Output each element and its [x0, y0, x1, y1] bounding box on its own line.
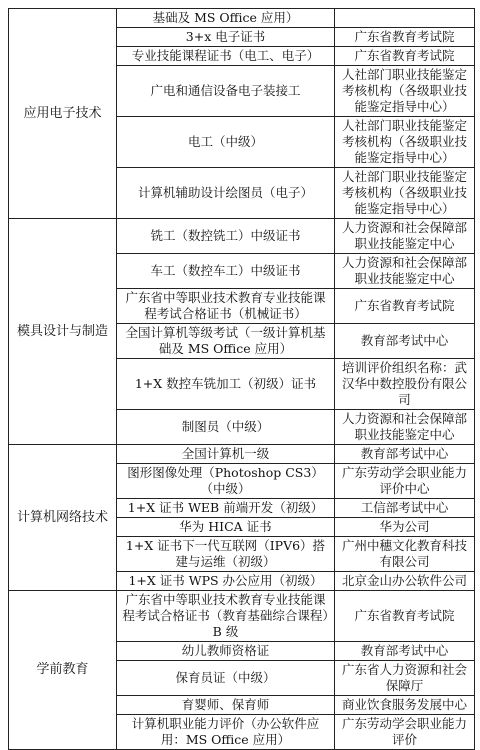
issuing-org-cell: 广东劳动学会职业能力评价 [335, 715, 475, 750]
certificate-cell: 电工（中级） [117, 117, 335, 168]
issuing-org-cell: 教育部考试中心 [335, 642, 475, 661]
certificate-cell: 1+X 证书 WEB 前端开发（初级） [117, 499, 335, 518]
issuing-org-cell: 教育部考试中心 [335, 324, 475, 359]
certificate-cell: 育婴师、保育师 [117, 696, 335, 715]
certificate-cell: 广电和通信设备电子装接工 [117, 66, 335, 117]
certificate-cell: 制图员（中级） [117, 410, 335, 445]
issuing-org-cell: 人力资源和社会保障部职业技能鉴定中心 [335, 410, 475, 445]
issuing-org-cell: 广东劳动学会职业能力评价中心 [335, 464, 475, 499]
issuing-org-cell: 广东省教育考试院 [335, 289, 475, 324]
certificate-cell: 1+X 证书 WPS 办公应用（初级） [117, 572, 335, 591]
issuing-org-cell: 教育部考试中心 [335, 445, 475, 464]
issuing-org-cell: 人社部门职业技能鉴定考核机构（各级职业技能鉴定指导中心） [335, 168, 475, 219]
table-row [9, 9, 475, 28]
certificate-cell: 1+X 证书下一代互联网（IPV6）搭建与运维（初级） [117, 537, 335, 572]
certificate-cell: 图形图像处理（Photoshop CS3）（中级） [117, 464, 335, 499]
certificate-cell: 基础及 MS Office 应用） [117, 9, 335, 28]
major-cell: 计算机网络技术 [9, 445, 117, 591]
certificate-cell: 全国计算机一级 [117, 445, 335, 464]
issuing-org-cell: 北京金山办公软件公司 [335, 572, 475, 591]
issuing-org-cell: 广东省教育考试院 [335, 28, 475, 47]
certificate-cell: 3+x 电子证书 [117, 28, 335, 47]
issuing-org-cell: 培训评价组织名称：武汉华中数控股份有限公司 [335, 359, 475, 410]
issuing-org-cell: 人社部门职业技能鉴定考核机构（各级职业技能鉴定指导中心） [335, 66, 475, 117]
certificate-cell: 广东省中等职业技术教育专业技能课程考试合格证书（机械证书） [117, 289, 335, 324]
certificate-table-body [9, 9, 475, 750]
major-cell: 应用电子技术 [9, 9, 117, 219]
certificate-cell: 幼儿教师资格证 [117, 642, 335, 661]
issuing-org-cell: 人社部门职业技能鉴定考核机构（各级职业技能鉴定指导中心） [335, 117, 475, 168]
certificate-cell: 计算机辅助设计绘图员（电子） [117, 168, 335, 219]
major-cell: 模具设计与制造 [9, 219, 117, 445]
table-row [9, 591, 475, 642]
certificate-cell: 保育员证（中级） [117, 661, 335, 696]
certificate-cell: 铣工（数控铣工）中级证书 [117, 219, 335, 254]
issuing-org-cell: 广东省人力资源和社会保障厅 [335, 661, 475, 696]
issuing-org-cell: 华为公司 [335, 518, 475, 537]
certificate-cell: 1+X 数控车铣加工（初级）证书 [117, 359, 335, 410]
certificate-cell: 车工（数控车工）中级证书 [117, 254, 335, 289]
table-row [9, 445, 475, 464]
issuing-org-cell: 人力资源和社会保障部职业技能鉴定中心 [335, 219, 475, 254]
table-row [9, 219, 475, 254]
certificate-cell: 计算机职业能力评价（办公软件应用：MS Office 应用） [117, 715, 335, 750]
certificate-cell: 全国计算机等级考试（一级计算机基础及 MS Office 应用） [117, 324, 335, 359]
issuing-org-cell: 人力资源和社会保障部职业技能鉴定中心 [335, 254, 475, 289]
major-cell: 学前教育 [9, 591, 117, 750]
issuing-org-cell: 工信部考试中心 [335, 499, 475, 518]
certificate-table [8, 8, 475, 750]
issuing-org-cell [335, 9, 475, 28]
certificate-cell: 广东省中等职业技术教育专业技能课程考试合格证书（教育基础综合课程）B 级 [117, 591, 335, 642]
issuing-org-cell: 广东省教育考试院 [335, 47, 475, 66]
issuing-org-cell: 广东省教育考试院 [335, 591, 475, 642]
certificate-cell: 专业技能课程证书（电工、电子） [117, 47, 335, 66]
certificate-cell: 华为 HICA 证书 [117, 518, 335, 537]
issuing-org-cell: 广州中穗文化教育科技有限公司 [335, 537, 475, 572]
issuing-org-cell: 商业饮食服务发展中心 [335, 696, 475, 715]
